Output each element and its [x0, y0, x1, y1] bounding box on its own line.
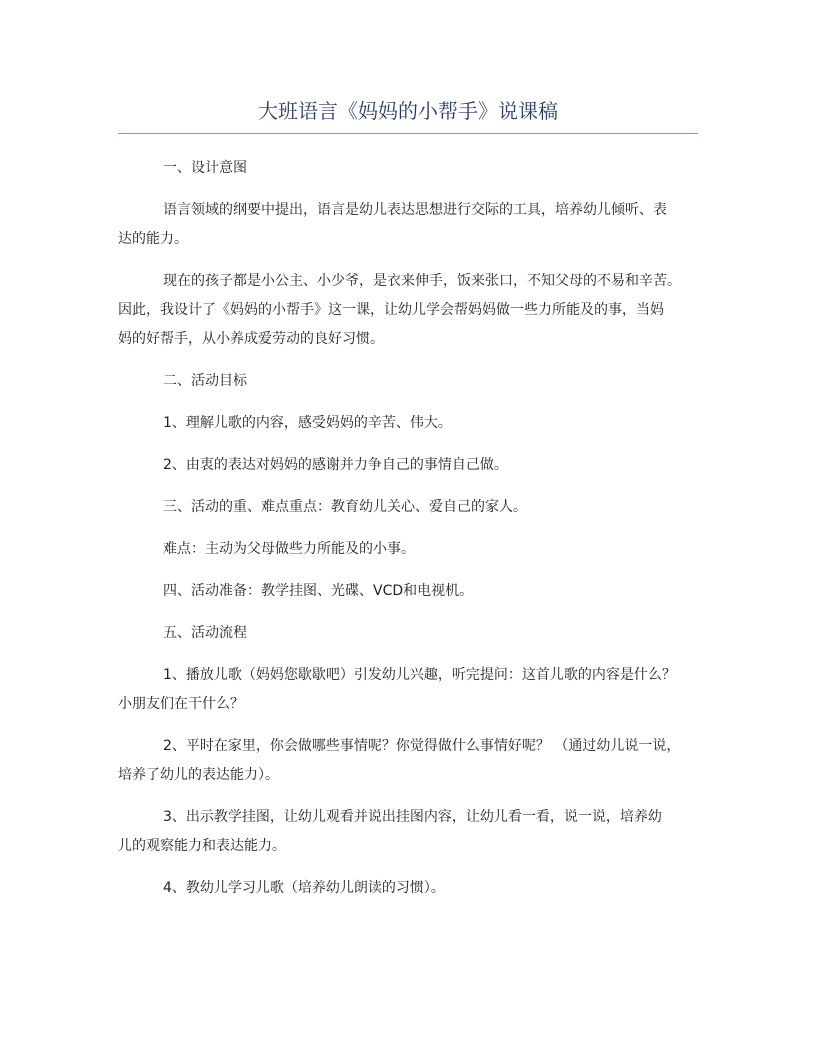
paragraph-line: 五、活动流程	[163, 625, 247, 641]
paragraph-line: 因此，我设计了《妈妈的小帮手》这一课，让幼儿学会帮妈妈做一些力所能及的事，当妈	[118, 302, 664, 318]
paragraph-line: 现在的孩子都是小公主、小少爷，是衣来伸手，饭来张口，不知父母的不易和辛苦。	[163, 273, 681, 289]
paragraph-line: 四、活动准备：教学挂图、光碟、VCD和电视机。	[163, 583, 474, 599]
process-step-4	[118, 874, 702, 903]
paragraph-line: 4、教幼儿学习儿歌（培养幼儿朗读的习惯）。	[163, 880, 445, 896]
process-step-1	[118, 661, 702, 719]
title-underline	[118, 133, 698, 134]
paragraph-line: 儿的观察能力和表达能力。	[118, 838, 286, 854]
paragraph-line: 2、平时在家里，你会做哪些事情呢？你觉得做什么事情好呢？ （通过幼儿说一说，	[163, 738, 681, 754]
paragraph-line: 难点：主动为父母做些力所能及的小事。	[163, 541, 415, 557]
paragraph-line: 2、由衷的表达对妈妈的感谢并力争自己的事情自己做。	[163, 457, 508, 473]
objective-item-2	[118, 451, 702, 480]
paragraph-line: 培养了幼儿的表达能力）。	[118, 767, 279, 783]
difficulty-point	[118, 535, 702, 564]
section-heading-objectives	[118, 367, 702, 396]
process-step-2	[118, 732, 702, 790]
paragraph-line: 小朋友们在干什么？	[118, 696, 244, 712]
paragraph-line: 二、活动目标	[163, 373, 247, 389]
paragraph-line: 1、播放儿歌（妈妈您歇歇吧）引发幼儿兴趣，听完提问：这首儿歌的内容是什么？	[163, 667, 676, 683]
process-step-3	[118, 803, 702, 861]
paragraph-background	[118, 267, 702, 354]
section-heading-preparation	[118, 577, 702, 606]
objective-item-1	[118, 409, 702, 438]
paragraph-line: 三、活动的重、难点重点：教育幼儿关心、爱自己的家人。	[163, 499, 527, 515]
section-heading-process	[118, 619, 702, 648]
document-title: 大班语言《妈妈的小帮手》说课稿	[258, 99, 558, 123]
paragraph-line: 语言领域的纲要中提出，语言是幼儿表达思想进行交际的工具，培养幼儿倾听、表	[163, 202, 667, 218]
paragraph-line: 一、设计意图	[163, 160, 247, 176]
section-heading-key-points	[118, 493, 702, 522]
paragraph-line: 妈的好帮手，从小养成爱劳动的良好习惯。	[118, 331, 384, 347]
paragraph-design-intent	[118, 196, 702, 254]
paragraph-line: 达的能力。	[118, 231, 188, 247]
paragraph-line: 3、出示教学挂图，让幼儿观看并说出挂图内容，让幼儿看一看，说一说，培养幼	[163, 809, 662, 825]
paragraph-line: 1、理解儿歌的内容，感受妈妈的辛苦、伟大。	[163, 415, 452, 431]
section-heading-design-intent	[118, 154, 702, 183]
